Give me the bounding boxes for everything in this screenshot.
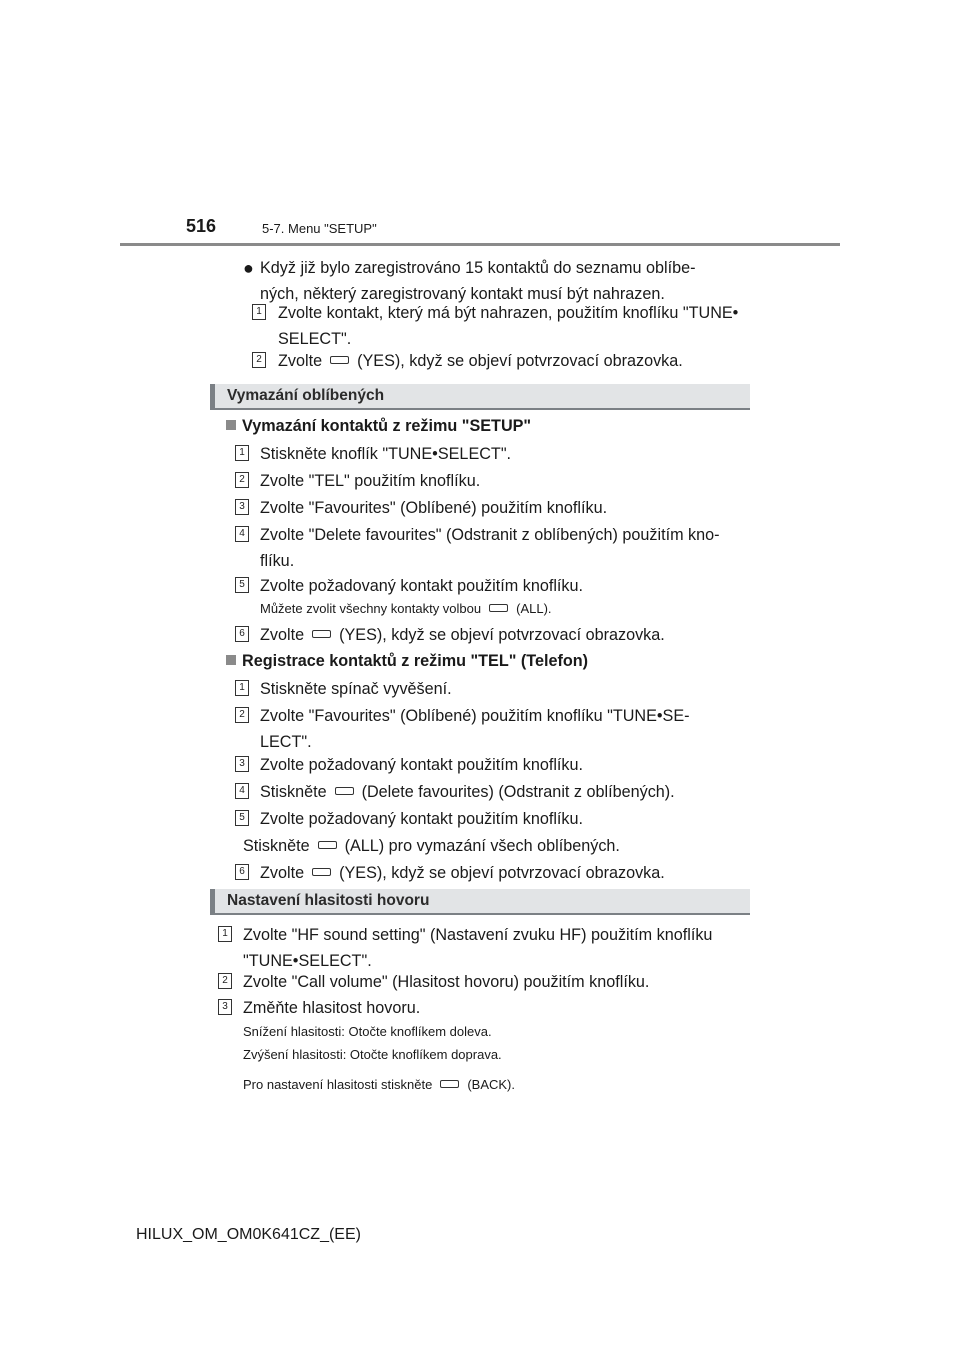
intro-step1-line2: SELECT".	[278, 330, 352, 348]
tel-step1: Stiskněte spínač vyvěšení.	[260, 680, 452, 698]
step-number-badge: 2	[252, 352, 266, 368]
section-heading-text: Vymazání oblíbených	[227, 387, 385, 404]
step-number-badge: 1	[235, 445, 249, 461]
section-heading-text: Nastavení hlasitosti hovoru	[227, 892, 430, 909]
volume-note1: Snížení hlasitosti: Otočte knoflíkem doleva.	[243, 1024, 492, 1039]
step-number-badge: 4	[235, 526, 249, 542]
button-key-icon	[318, 841, 337, 849]
section-title: 5-7. Menu "SETUP"	[262, 221, 377, 236]
intro-step2: Zvolte (YES), když se objeví potvrzovací obrazovka.	[278, 352, 683, 370]
tel-step2-line1: Zvolte "Favourites" (Oblíbené) použitím knoflíku "TUNE•SE-	[260, 707, 690, 725]
button-key-icon	[330, 356, 349, 364]
intro-bullet-line2: ných, některý zaregistrovaný kontakt musí být nahrazen.	[260, 285, 665, 303]
step-number-badge: 6	[235, 864, 249, 880]
step-number-badge: 1	[252, 304, 266, 320]
step-number-badge: 5	[235, 577, 249, 593]
page-number: 516	[186, 216, 217, 236]
step-number-badge: 3	[218, 999, 232, 1015]
tel-step4: Stiskněte (Delete favourites) (Odstranit z oblíbených).	[260, 783, 675, 801]
step-number-badge: 2	[218, 973, 232, 989]
delete-note: Můžete zvolit všechny kontakty volbou (ALL).	[260, 601, 552, 616]
section-heading-volume	[210, 889, 750, 915]
tel-step5: Zvolte požadovaný kontakt použitím knoflíku.	[260, 810, 584, 828]
button-key-icon	[489, 604, 508, 612]
button-key-icon	[440, 1080, 459, 1088]
step-number-badge: 4	[235, 783, 249, 799]
step-number-badge: 3	[235, 499, 249, 515]
square-bullet-icon	[226, 420, 236, 430]
intro-bullet-line1: Když již bylo zaregistrováno 15 kontaktů do seznamu oblíbe-	[260, 259, 696, 277]
volume-step2: Zvolte "Call volume" (Hlasitost hovoru) použitím knoflíku.	[243, 973, 650, 991]
intro-step1-line1: Zvolte kontakt, který má být nahrazen, použitím knoflíku "TUNE•	[278, 304, 739, 322]
header-rule	[120, 243, 840, 246]
volume-step1-line1: Zvolte "HF sound setting" (Nastavení zvuku HF) použitím knoflíku	[243, 926, 713, 944]
step-number-badge: 3	[235, 756, 249, 772]
volume-step3: Změňte hlasitost hovoru.	[243, 999, 421, 1017]
step-number-badge: 1	[235, 680, 249, 696]
button-key-icon	[312, 868, 331, 876]
volume-note3: Pro nastavení hlasitosti stiskněte (BACK).	[243, 1077, 515, 1092]
bullet-icon: ●	[243, 258, 254, 278]
step-number-badge: 5	[235, 810, 249, 826]
tel-all-note: Stiskněte (ALL) pro vymazání všech oblíbených.	[243, 837, 620, 855]
subheading-tel: Registrace kontaktů z režimu "TEL" (Telefon)	[226, 648, 588, 674]
delete-step6: Zvolte (YES), když se objeví potvrzovací obrazovka.	[260, 626, 665, 644]
step-number-badge: 2	[235, 472, 249, 488]
delete-step2: Zvolte "TEL" použitím knoflíku.	[260, 472, 481, 490]
tel-step2-line2: LECT".	[260, 733, 312, 751]
volume-step1-line2: "TUNE•SELECT".	[243, 952, 372, 970]
delete-step5: Zvolte požadovaný kontakt použitím knoflíku.	[260, 577, 584, 595]
subheading-setup: Vymazání kontaktů z režimu "SETUP"	[226, 413, 531, 439]
delete-step1: Stiskněte knoflík "TUNE•SELECT".	[260, 445, 512, 463]
delete-step3: Zvolte "Favourites" (Oblíbené) použitím knoflíku.	[260, 499, 608, 517]
section-heading-delete	[210, 384, 750, 410]
step-number-badge: 1	[218, 926, 232, 942]
step-number-badge: 2	[235, 707, 249, 723]
delete-step4-line2: flíku.	[260, 552, 295, 570]
delete-step4-line1: Zvolte "Delete favourites" (Odstranit z oblíbených) použitím kno-	[260, 526, 720, 544]
tel-step6: Zvolte (YES), když se objeví potvrzovací obrazovka.	[260, 864, 665, 882]
square-bullet-icon	[226, 655, 236, 665]
document-code: HILUX_OM_OM0K641CZ_(EE)	[136, 1226, 361, 1243]
button-key-icon	[312, 630, 331, 638]
button-key-icon	[335, 787, 354, 795]
step-number-badge: 6	[235, 626, 249, 642]
tel-step3: Zvolte požadovaný kontakt použitím knoflíku.	[260, 756, 584, 774]
volume-note2: Zvýšení hlasitosti: Otočte knoflíkem doprava.	[243, 1047, 502, 1062]
